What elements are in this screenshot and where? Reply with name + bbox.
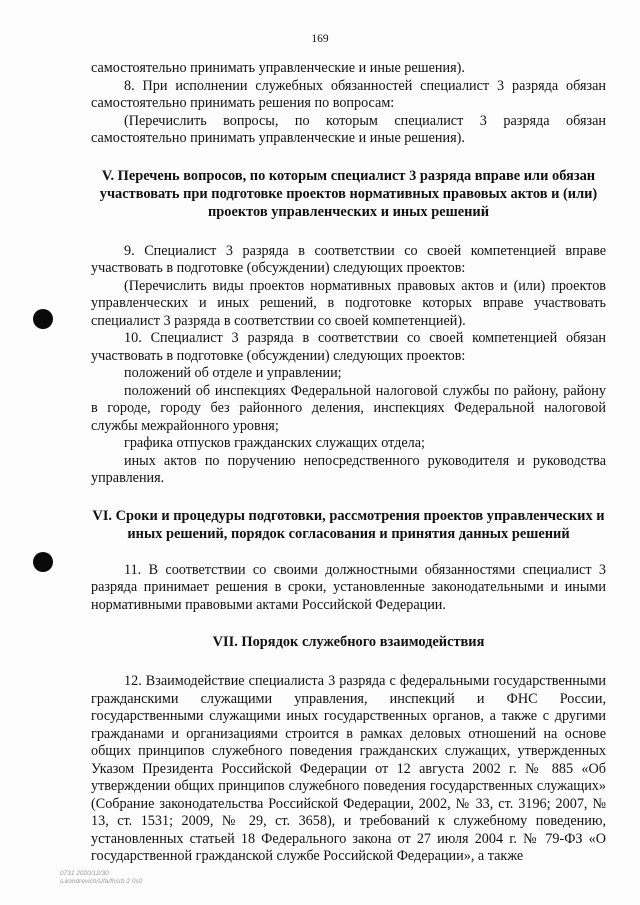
paragraph: графика отпусков гражданских служащих отдела;	[124, 435, 425, 451]
paragraph: 8. При исполнении служебных обязанностей специалист 3 разряда обязан самостоятельно принимать решения по вопросам:	[91, 77, 606, 111]
paragraph: 9. Специалист 3 разряда в соответствии со своей компетенцией вправе участвовать в подготовке (обсуждении) следующих проектов:	[91, 242, 606, 276]
paragraph: (Перечислить виды проектов нормативных правовых актов и (или) проектов управленческих и иных решений, в подготовке которых вправе участвовать специалист 3 разряда в соответствии со своей компетенцией).	[91, 277, 606, 329]
paragraph: иных актов по поручению непосредственного руководителя и руководства управления.	[91, 452, 606, 486]
paragraph: (Перечислить вопросы, по которым специалист 3 разряда обязан самостоятельно принимать управленческие и иные решения).	[91, 112, 606, 146]
page-number: 169	[311, 33, 329, 45]
document-body	[91, 60, 606, 866]
paragraph: самостоятельно принимать управленческие и иные решения).	[91, 60, 465, 76]
paragraph: 10. Специалист 3 разряда в соответствии со своей компетенцией обязан участвовать в подготовке (обсуждении) следующих проектов:	[91, 330, 606, 364]
print-stamp-line: s.kondrevich/Ufa/fnsrb 2 0s0	[60, 878, 143, 885]
paragraph: положений об инспекциях Федеральной налоговой службы по району, району в городе, городу без районного деления, инспекциях Федеральной налоговой службы межрайонного уровня;	[91, 382, 606, 434]
punch-hole-icon	[33, 552, 53, 572]
paragraph: 12. Взаимодействие специалиста 3 разряда с федеральными государственными гражданскими служащими управления, инспекций и ФНС России, государственными служащими иных государственных органов, а также с другими гражданами и организациями строится в рамках деловых отношений на основе общих принципов служебного поведения гражданских служащих, утвержденных Указом Президента Российской Федерации от 12 августа 2002 г. № 885 «Об утверждении общих принципов служебного поведения государственных служащих» (Собрание законодательства Российской Федерации, 2002, № 33, ст. 3196; 2007, № 13, ст. 1531; 2009, № 29, ст. 3658), и требований к служебному поведению, установленных статьей 18 Федерального закона от 27 июля 2004 г. № 79-ФЗ «О государственной гражданской службе Российской Федерации», а также	[91, 673, 606, 864]
section-heading-7: VII. Порядок служебного взаимодействия	[212, 634, 485, 650]
section-heading-6: VI. Сроки и процедуры подготовки, рассмотрения проектов управленческих и иных решений, порядок согласования и принятия данных решений	[92, 507, 605, 542]
paragraph: положений об отделе и управлении;	[124, 365, 342, 381]
print-stamp-line: 0731 2020/12/30	[60, 870, 109, 877]
punch-hole-icon	[33, 309, 53, 329]
section-heading-5: V. Перечень вопросов, по которым специалист 3 разряда вправе или обязан участвовать при подготовке проектов нормативных правовых актов и (или) проектов управленческих и иных решений	[99, 167, 598, 220]
paragraph: 11. В соответствии со своими должностными обязанностями специалист 3 разряда принимает решения в сроки, установленные законодательными и иными нормативными правовыми актами Российской Федерации.	[91, 561, 606, 613]
